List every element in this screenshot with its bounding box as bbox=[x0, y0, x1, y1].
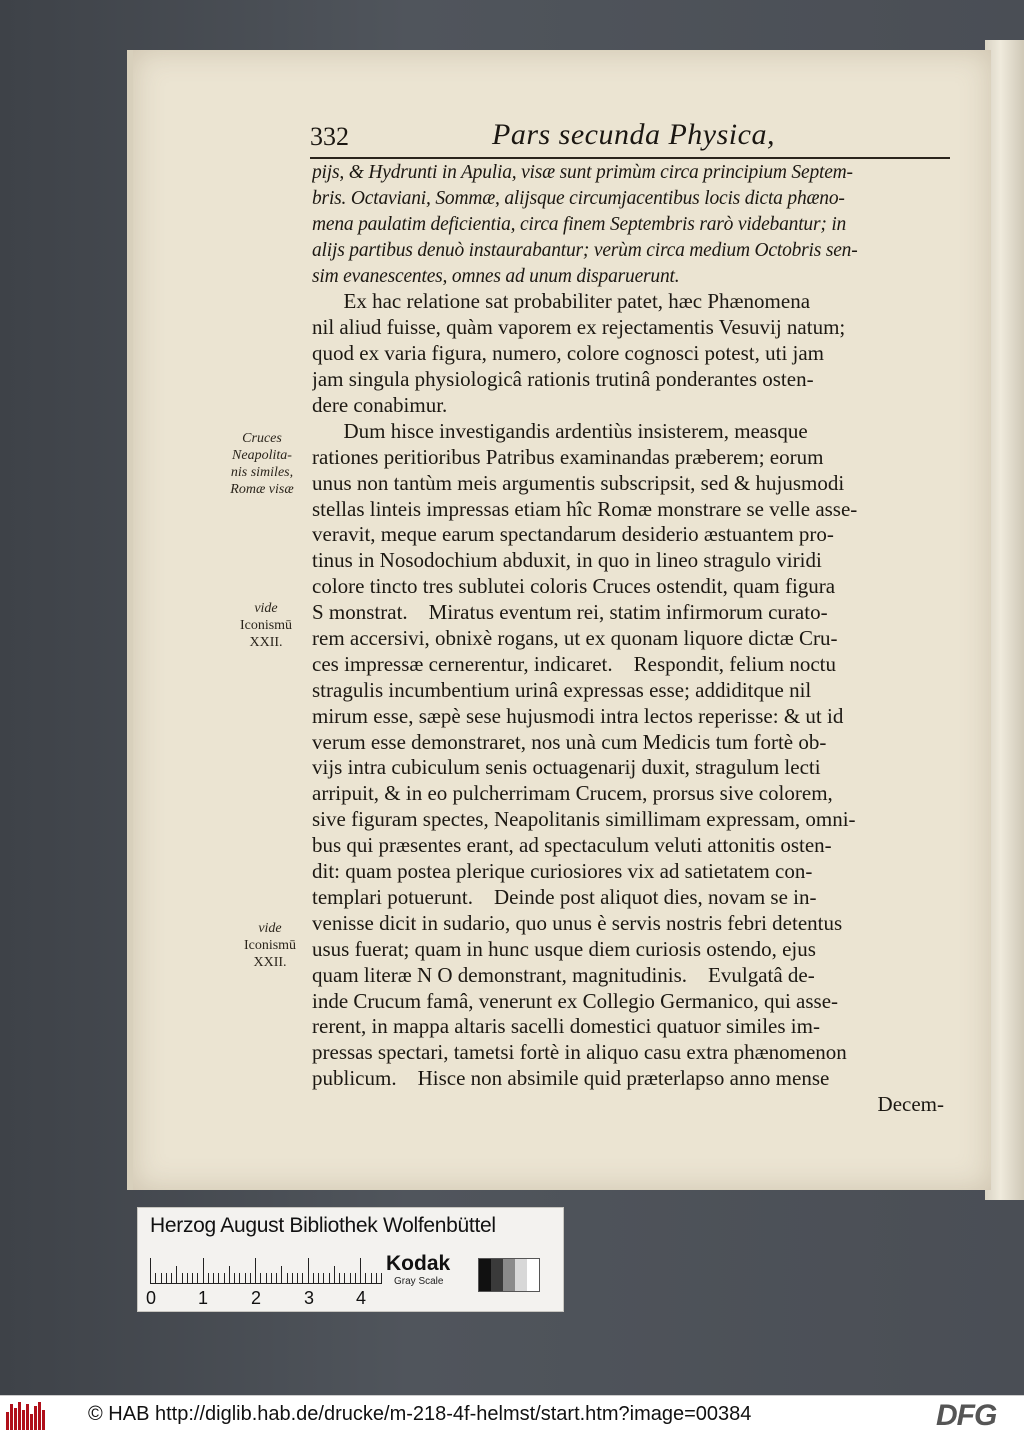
ruler-tick bbox=[292, 1273, 293, 1284]
ruler-tick bbox=[245, 1273, 246, 1284]
ruler-tick bbox=[323, 1273, 324, 1284]
ruler-tick bbox=[166, 1273, 167, 1284]
margin-note-line: Cruces bbox=[242, 431, 282, 446]
ruler-tick bbox=[182, 1273, 183, 1284]
ruler-tick bbox=[302, 1273, 303, 1284]
ruler-tick bbox=[213, 1273, 214, 1284]
logo-stripe bbox=[42, 1410, 45, 1430]
ruler-tick bbox=[365, 1273, 366, 1284]
ruler-tick bbox=[239, 1273, 240, 1284]
text-line: pressas spectari, tametsi fortè in aliquo casu extra phænomenon bbox=[312, 1040, 847, 1065]
ruler-tick bbox=[255, 1258, 256, 1284]
margin-note-vide-2 bbox=[220, 920, 320, 971]
margin-note-line: vide bbox=[254, 601, 278, 616]
ruler-tick bbox=[318, 1273, 319, 1284]
logo-stripe bbox=[38, 1402, 41, 1430]
text-line: stragulis incumbentium urinâ expressas esse; addiditque nil bbox=[312, 677, 812, 702]
page-number: 332 bbox=[310, 122, 349, 151]
logo-stripe bbox=[34, 1406, 37, 1430]
ruler-tick bbox=[355, 1273, 356, 1284]
ruler-tick bbox=[171, 1273, 172, 1284]
logo-stripe bbox=[26, 1404, 29, 1430]
text-line: sive figuram spectes, Neapolitanis simillimam expressam, omni- bbox=[312, 807, 856, 832]
text-line: rem accersivi, obnixè rogans, ut ex quonam liquore dictæ Cru- bbox=[312, 626, 838, 651]
text-line: ces impressæ cernerentur, indicaret. Respondit, felium noctu bbox=[312, 651, 837, 676]
text-line: bus qui præsentes erant, ad spectaculum veluti attonitis osten- bbox=[312, 833, 832, 858]
ruler-tick bbox=[192, 1273, 193, 1284]
text-line: jam singula physiologicâ rationis trutinâ ponderantes osten- bbox=[312, 367, 814, 392]
body-text bbox=[312, 160, 944, 1118]
ruler-number: 1 bbox=[198, 1288, 209, 1308]
text-line: unus non tantùm meis argumentis subscripsit, sed & hujusmodi bbox=[312, 470, 845, 495]
header-rule bbox=[310, 157, 950, 159]
ruler-tick bbox=[155, 1273, 156, 1284]
ruler-tick bbox=[339, 1273, 340, 1284]
ruler-tick bbox=[187, 1273, 188, 1284]
ruler-tick bbox=[176, 1266, 177, 1284]
ruler-tick bbox=[218, 1273, 219, 1284]
text-line: stellas linteis impressas etiam hîc Romæ monstrare se velle asse- bbox=[312, 496, 858, 521]
ruler-tick bbox=[381, 1273, 382, 1284]
margin-note-line: Iconismū bbox=[239, 618, 293, 633]
text-line: nil aliud fuisse, quàm vaporem ex rejectamentis Vesuvij natum; bbox=[312, 315, 846, 340]
ruler-number: 3 bbox=[304, 1288, 315, 1308]
page-header bbox=[310, 118, 950, 158]
text-line: usus fuerat; quam in hunc usque diem curiosis ostendo, ejus bbox=[312, 936, 816, 961]
ruler-tick bbox=[197, 1273, 198, 1284]
logo-stripe bbox=[22, 1410, 25, 1430]
text-line: dere conabimur. bbox=[312, 393, 448, 418]
text-line: venisse dicit in sudario, quo unus è servis nostris febri detentus bbox=[312, 910, 843, 935]
gray-swatches bbox=[478, 1258, 540, 1292]
hab-logo-icon bbox=[6, 1402, 48, 1430]
ruler-tick bbox=[224, 1273, 225, 1284]
text-line: quod ex varia figura, numero, colore cognosci potest, uti jam bbox=[312, 341, 825, 366]
margin-note-cruces bbox=[212, 430, 312, 498]
text-line: rerent, in mappa altaris sacelli domestici quatuor similes im- bbox=[312, 1014, 820, 1039]
footer-citation[interactable]: © HAB http://diglib.hab.de/drucke/m-218-4f-helmst/start.htm?image=00384 bbox=[88, 1403, 752, 1425]
margin-note-vide-1 bbox=[216, 600, 316, 651]
library-name: Herzog August Bibliothek Wolfenbüttel bbox=[150, 1214, 496, 1237]
gray-swatch bbox=[503, 1259, 515, 1291]
ruler-tick bbox=[308, 1258, 309, 1284]
text-line: alijs partibus denuò instaurabantur; verùm circa medium Octobris sen- bbox=[312, 239, 858, 261]
margin-note-line: Neapolita- bbox=[232, 448, 292, 463]
gray-scale-label: Gray Scale bbox=[394, 1276, 444, 1287]
gray-swatch bbox=[491, 1259, 503, 1291]
text-line: templari potuerunt. Deinde post aliquot dies, novam se in- bbox=[312, 884, 817, 909]
ruler-tick bbox=[276, 1273, 277, 1284]
kodak-logo: Kodak bbox=[386, 1252, 451, 1275]
ruler-number: 2 bbox=[251, 1288, 262, 1308]
text-line: verum esse demonstraret, nos unà cum Medicis tum fortè ob- bbox=[312, 729, 827, 754]
ruler-number: 0 bbox=[146, 1288, 157, 1308]
gray-swatch bbox=[479, 1259, 491, 1291]
ruler-tick bbox=[271, 1273, 272, 1284]
text-line: tinus in Nosodochium abduxit, in quo in lineo stragulo viridi bbox=[312, 548, 822, 573]
text-line: arripuit, & in eo pulcherrimam Crucem, prorsus sive colorem, bbox=[312, 781, 833, 806]
ruler-tick bbox=[229, 1266, 230, 1284]
text-line: colore tincto tres sublutei coloris Cruces ostendit, quam figura bbox=[312, 574, 836, 599]
text-line: vijs intra cubiculum senis octuagenarij duxit, stragulum lecti bbox=[312, 755, 821, 780]
logo-stripe bbox=[14, 1408, 17, 1430]
ruler-tick bbox=[287, 1273, 288, 1284]
ruler-number: 4 bbox=[356, 1288, 367, 1308]
ruler-tick bbox=[329, 1273, 330, 1284]
ruler-tick bbox=[161, 1273, 162, 1284]
logo-stripe bbox=[18, 1402, 21, 1430]
logo-stripe bbox=[30, 1414, 33, 1430]
logo-stripe bbox=[6, 1412, 9, 1430]
text-line: rationes peritioribus Patribus examinandas præberem; eorum bbox=[312, 444, 824, 469]
margin-note-line: XXII. bbox=[253, 955, 287, 970]
text-line: Dum hisce investigandis ardentiùs insisterem, measque bbox=[312, 418, 808, 443]
ruler-tick bbox=[376, 1273, 377, 1284]
ruler-tick bbox=[350, 1273, 351, 1284]
ruler-tick bbox=[344, 1273, 345, 1284]
text-line: dit: quam postea plerique curiosiores vix ad satietatem con- bbox=[312, 859, 813, 884]
running-head: Pars secunda Physica, bbox=[492, 118, 775, 151]
text-line: S monstrat. Miratus eventum rei, statim infirmorum curato- bbox=[312, 600, 828, 625]
ruler-tick bbox=[203, 1258, 204, 1284]
ruler-tick bbox=[208, 1273, 209, 1284]
ruler-tick bbox=[250, 1273, 251, 1284]
gray-swatch bbox=[515, 1259, 527, 1291]
margin-note-line: nis similes, bbox=[230, 465, 294, 480]
dfg-logo: DFG bbox=[936, 1399, 997, 1432]
margin-note-line: vide bbox=[258, 921, 282, 936]
ruler-tick bbox=[360, 1258, 361, 1284]
text-line: quam literæ N O demonstrant, magnitudinis. Evulgatâ de- bbox=[312, 962, 815, 987]
text-line: veravit, meque earum spectandarum desiderio æstuantem pro- bbox=[312, 522, 834, 547]
ruler-tick bbox=[260, 1273, 261, 1284]
text-line: sim evanescentes, omnes ad unum disparuerunt. bbox=[312, 265, 680, 287]
ruler-tick bbox=[150, 1258, 151, 1284]
text-line: bris. Octaviani, Sommæ, alijsque circumjacentibus locis dicta phæno- bbox=[312, 187, 845, 209]
gray-swatch bbox=[527, 1259, 539, 1291]
margin-note-line: Iconismū bbox=[243, 938, 297, 953]
margin-note-line: XXII. bbox=[249, 635, 283, 650]
text-line: mirum esse, sæpè sese hujusmodi intra lectos reperisse: & ut id bbox=[312, 703, 844, 728]
text-line: pijs, & Hydrunti in Apulia, visæ sunt primùm circa principium Septem- bbox=[312, 162, 853, 183]
ruler bbox=[150, 1256, 382, 1284]
color-calibration-card bbox=[137, 1207, 564, 1312]
ruler-tick bbox=[266, 1273, 267, 1284]
margin-note-line: Romæ visæ bbox=[230, 482, 294, 497]
text-line: publicum. Hisce non absimile quid præterlapso anno mense bbox=[312, 1066, 830, 1091]
footer-bar bbox=[0, 1395, 1024, 1436]
catchword: Decem- bbox=[877, 1092, 944, 1117]
text-line: inde Crucum famâ, venerunt ex Collegio Germanico, qui asse- bbox=[312, 988, 839, 1013]
ruler-tick bbox=[313, 1273, 314, 1284]
text-line: Ex hac relatione sat probabiliter patet, hæc Phænomena bbox=[312, 289, 811, 314]
logo-stripe bbox=[10, 1404, 13, 1430]
text-line: mena paulatim deficientia, circa finem Septembris rarò videbantur; in bbox=[312, 213, 847, 235]
ruler-tick bbox=[234, 1273, 235, 1284]
ruler-tick bbox=[334, 1266, 335, 1284]
ruler-tick bbox=[371, 1273, 372, 1284]
ruler-tick bbox=[297, 1273, 298, 1284]
ruler-tick bbox=[281, 1266, 282, 1284]
